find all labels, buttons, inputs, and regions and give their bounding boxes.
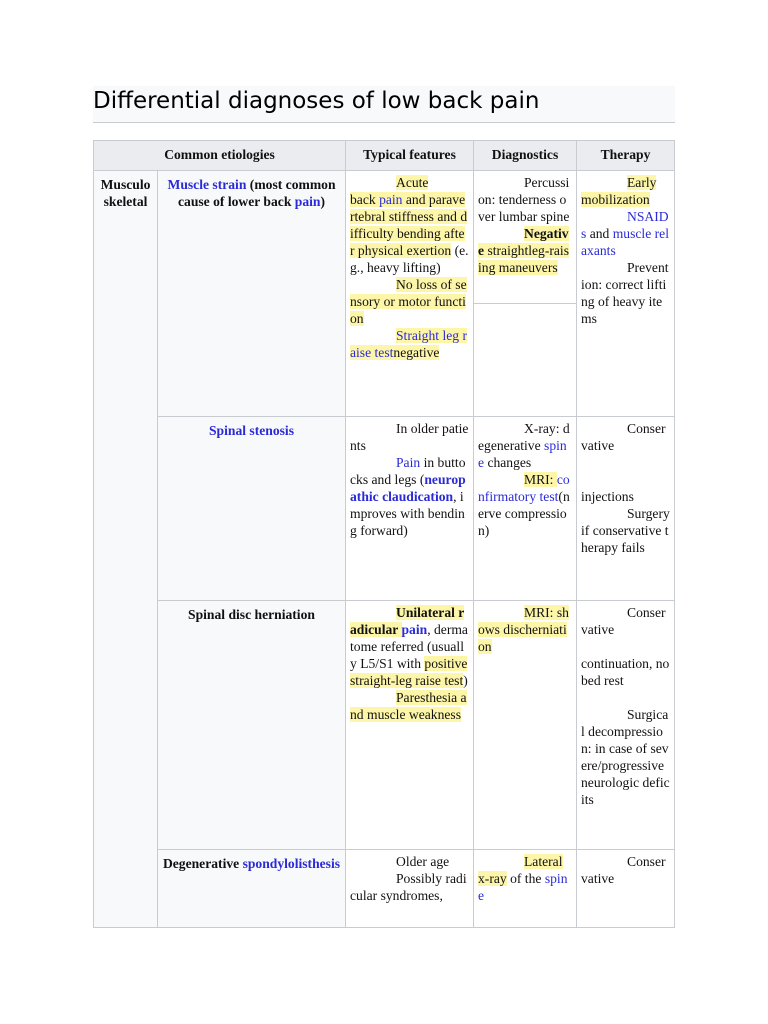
table-row xyxy=(94,850,675,928)
therapy-text: Conservative xyxy=(581,421,666,453)
diagnostic-text: MRI: shows discherniation xyxy=(478,605,569,654)
diagnostic-text: X-ray: degenerative xyxy=(478,421,570,453)
pain-link[interactable]: pain xyxy=(401,622,428,637)
feature-text: Acute xyxy=(396,175,429,190)
therapy-text: Surgery if conservative therapy fails xyxy=(581,506,670,555)
category-cell: Musculoskeletal xyxy=(94,171,158,928)
table-row xyxy=(94,417,675,601)
etiology-text: Degenerative xyxy=(162,856,243,871)
feature-text: Possibly radicular syndromes, xyxy=(350,871,467,903)
neuropathic-claudication-link[interactable]: neuropathic claudication xyxy=(350,472,466,504)
therapy-spinal-stenosis xyxy=(577,417,675,601)
header-therapy: Therapy xyxy=(577,141,675,171)
feature-text: negative xyxy=(393,345,440,360)
spondylolisthesis-link[interactable]: spondylolisthesis xyxy=(242,856,341,871)
page-title: Differential diagnoses of low back pain xyxy=(93,88,540,114)
diagnostics-spinal-disc-herniation xyxy=(474,601,577,850)
features-degenerative-spondylolisthesis xyxy=(346,850,474,928)
feature-text: positive straight-leg raise test xyxy=(350,656,468,688)
header-common-etiologies: Common etiologies xyxy=(94,141,346,171)
confirmatory-test-link[interactable]: confirmatory test xyxy=(478,472,570,504)
feature-text: back xyxy=(350,192,380,207)
features-spinal-disc-herniation xyxy=(346,601,474,850)
therapy-spinal-disc-herniation xyxy=(577,601,675,850)
pain-link[interactable]: Pain xyxy=(396,455,421,470)
diagnostic-text: Negative xyxy=(478,226,569,258)
therapy-text: injections xyxy=(581,489,634,504)
feature-text: , dermatome referred (usually L5/S1 with xyxy=(350,622,468,671)
therapy-text: Conservative xyxy=(581,854,666,886)
table-row xyxy=(94,601,675,850)
muscle-strain-link[interactable]: Muscle strain xyxy=(167,177,247,192)
diagnostic-text: of the xyxy=(506,871,545,886)
feature-text: (e.g., heavy lifting) xyxy=(350,243,469,275)
title-bar xyxy=(93,86,675,123)
diagnostics-muscle-strain xyxy=(474,171,577,417)
header-typical-features: Typical features xyxy=(346,141,474,171)
table-header-row xyxy=(94,141,675,171)
feature-text: Paresthesia and muscle weakness xyxy=(350,690,467,722)
therapy-text: Prevention: correct lifting of heavy items xyxy=(581,260,669,326)
table-row xyxy=(94,171,675,417)
diagnostic-text: Lateral x-ray xyxy=(478,854,563,886)
therapy-text: Surgical decompression: in case of severe/progressive neurologic deficits xyxy=(581,707,670,807)
etiology-text: (most common cause of lower back xyxy=(177,177,336,209)
therapy-text: Conservative xyxy=(581,605,666,637)
pain-link[interactable]: pain xyxy=(294,194,321,209)
feature-text: In older patients xyxy=(350,421,469,453)
feature-text: , improves with bending forward) xyxy=(350,489,465,538)
diagnostics-spinal-stenosis xyxy=(474,417,577,601)
diagnostic-text: straightleg-raising maneuvers xyxy=(478,243,569,275)
diagnostic-text: (nerve compression) xyxy=(478,489,570,538)
feature-text: in buttocks and legs ( xyxy=(350,455,466,487)
diagnostics-degenerative-spondylolisthesis xyxy=(474,850,577,928)
therapy-text: continuation, no bed rest xyxy=(581,656,670,688)
spine-link[interactable]: spine xyxy=(478,438,567,470)
feature-text: ) xyxy=(463,673,468,688)
therapy-muscle-strain xyxy=(577,171,675,417)
differential-diagnoses-table xyxy=(93,140,675,928)
spinal-stenosis-link[interactable]: Spinal stenosis xyxy=(209,423,294,438)
feature-text: Older age xyxy=(396,854,450,869)
therapy-text: and xyxy=(586,226,613,241)
etiology-muscle-strain xyxy=(158,171,346,417)
etiology-spinal-disc-herniation: Spinal disc herniation xyxy=(158,601,346,850)
header-diagnostics: Diagnostics xyxy=(474,141,577,171)
features-muscle-strain xyxy=(346,171,474,417)
therapy-degenerative-spondylolisthesis xyxy=(577,850,675,928)
therapy-text: Early mobilization xyxy=(581,175,657,207)
straight-leg-raise-test-link[interactable]: Straight leg raise test xyxy=(350,328,467,360)
features-spinal-stenosis xyxy=(346,417,474,601)
spine-link[interactable]: spine xyxy=(478,871,568,903)
diagnostic-text: MRI: xyxy=(524,472,557,487)
diagnostic-text: Percussion: tenderness over lumbar spine xyxy=(478,175,570,224)
etiology-text-end: ) xyxy=(320,194,326,209)
feature-text: Unilateral radicular xyxy=(350,605,465,637)
nsaids-link[interactable]: NSAIDs xyxy=(581,209,669,241)
feature-text: No loss of sensory or motor function xyxy=(350,277,467,326)
muscle-relaxants-link[interactable]: muscle relaxants xyxy=(581,226,669,258)
diagnostic-text: changes xyxy=(484,455,532,470)
pain-link[interactable]: pain xyxy=(379,192,403,207)
etiology-degenerative-spondylolisthesis xyxy=(158,850,346,928)
feature-text: and paravertebral stiffness and difficulty bending after physical exertion xyxy=(350,192,468,258)
etiology-spinal-stenosis xyxy=(158,417,346,601)
